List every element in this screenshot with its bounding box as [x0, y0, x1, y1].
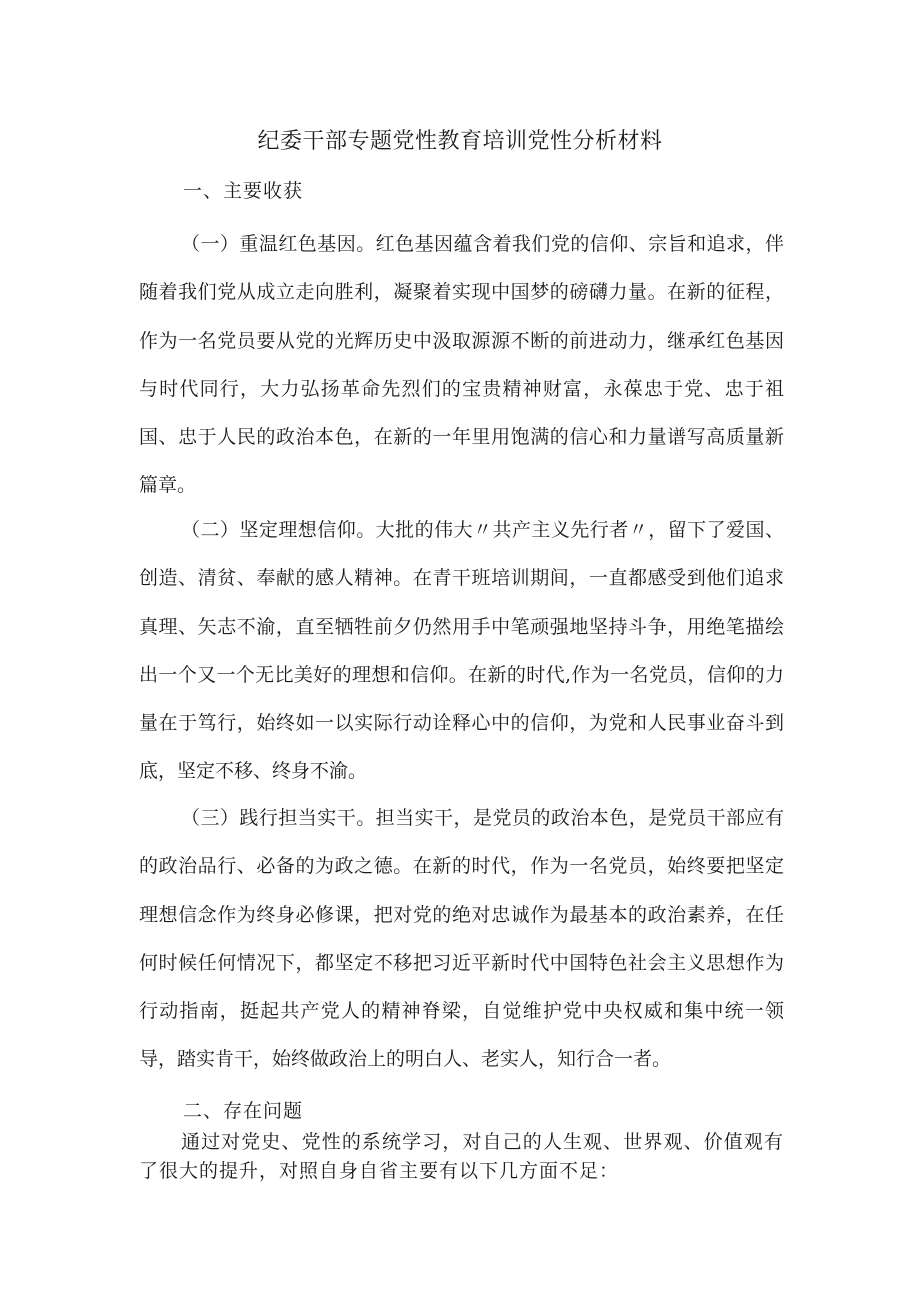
section-heading-problems: 二、存在问题	[183, 1100, 304, 1122]
paragraph-problems-intro: 通过对党史、党性的系统学习，对自己的人生观、世界观、价值观有了很大的提升，对照自身自省主要有以下几方面不足：	[139, 1131, 784, 1182]
section-heading-main-gains: 一、主要收获	[183, 180, 304, 202]
document-title: 纪委干部专题党性教育培训党性分析材料	[257, 129, 663, 154]
paragraph-ideals-belief: （二）坚定理想信仰。大批的伟大〃共产主义先行者〃，留下了爱国、创造、清贫、奉献的感人精神。在青干班培训期间，一直都感受到他们追求真理、矢志不渝，直至牺牲前夕仍然用手中笔顽强地坚持斗争，用绝笔描绘出一个又一个无比美好的理想和信仰。在新的时代,作为一名党员，信仰的力量在于笃行，始终如一以实际行动诠释心中的信仰，为党和人民事业奋斗到底，坚定不移、终身不渝。	[139, 519, 784, 783]
paragraph-responsibility: （三）践行担当实干。担当实干，是党员的政治本色，是党员干部应有的政治品行、必备的为政之德。在新的时代，作为一名党员，始终要把坚定理想信念作为终身必修课，把对党的绝对忠诚作为最基本的政治素养，在任何时候任何情况下，都坚定不移把习近平新时代中国特色社会主义思想作为行动指南，挺起共产党人的精神脊梁，自觉维护党中央权威和集中统一领导，踏实肯干，始终做政治上的明白人、老实人，知行合一者。	[139, 807, 784, 1071]
paragraph-red-gene: （一）重温红色基因。红色基因蕴含着我们党的信仰、宗旨和追求，伴随着我们党从成立走向胜利，凝聚着实现中国梦的磅礴力量。在新的征程，作为一名党员要从党的光辉历史中汲取源源不断的前进动力，继承红色基因与时代同行，大力弘扬革命先烈们的宝贵精神财富，永葆忠于党、忠于祖国、忠于人民的政治本色，在新的一年里用饱满的信心和力量谱写高质量新篇章。	[139, 233, 784, 497]
